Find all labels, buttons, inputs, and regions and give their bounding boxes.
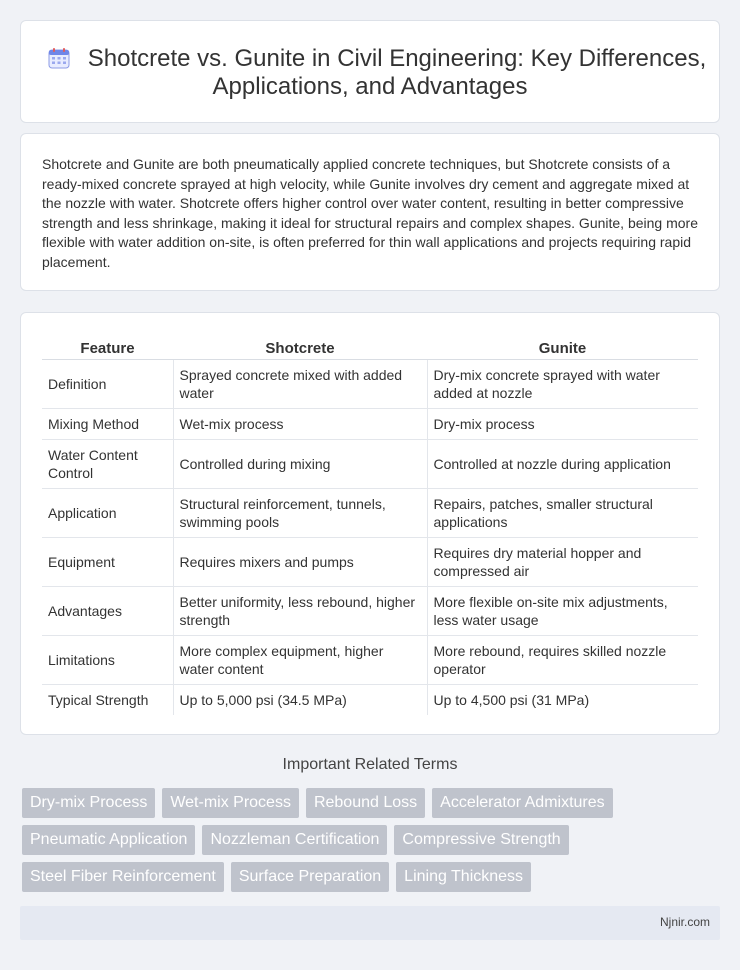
- table-row: [42, 359, 698, 408]
- related-terms-heading: Important Related Terms: [282, 756, 458, 773]
- header-shotcrete: Shotcrete: [173, 332, 427, 359]
- tag-wet-mix-process[interactable]: Wet-mix Process: [162, 788, 299, 818]
- tag-row: [22, 862, 722, 892]
- tag-rebound-loss[interactable]: Rebound Loss: [306, 788, 425, 818]
- table-cell: Better uniformity, less rebound, higher strength: [173, 586, 427, 635]
- table-row: [42, 586, 698, 635]
- table-cell: Controlled at nozzle during application: [427, 439, 698, 488]
- table-header-row: [42, 332, 698, 359]
- tag-compressive-strength[interactable]: Compressive Strength: [394, 825, 568, 855]
- table-cell: Definition: [42, 359, 173, 408]
- table-cell: Controlled during mixing: [173, 439, 427, 488]
- table-cell: Dry-mix process: [427, 408, 698, 439]
- page-title-line1: Shotcrete vs. Gunite in Civil Engineering: Key Differences,: [87, 45, 707, 72]
- table-row: [42, 684, 698, 715]
- table-cell: Up to 4,500 psi (31 MPa): [433, 691, 590, 708]
- tag-pneumatic-application[interactable]: Pneumatic Application: [22, 825, 195, 855]
- table-cell: Structural reinforcement, tunnels, swimming pools: [173, 488, 427, 537]
- table-row: [42, 635, 698, 684]
- header-feature: Feature: [42, 332, 173, 359]
- tag-nozzleman-certification[interactable]: Nozzleman Certification: [202, 825, 387, 855]
- table-cell: More rebound, requires skilled nozzle operator: [427, 635, 698, 684]
- comparison-card: [20, 312, 720, 735]
- table-cell: More flexible on-site mix adjustments, less water usage: [427, 586, 698, 635]
- tag-row: [22, 788, 722, 818]
- table-cell: Repairs, patches, smaller structural applications: [427, 488, 698, 537]
- table-cell: Application: [42, 488, 173, 537]
- table-cell: More complex equipment, higher water content: [173, 635, 427, 684]
- tag-accelerator-admixtures[interactable]: Accelerator Admixtures: [432, 788, 613, 818]
- intro-paragraph: Shotcrete and Gunite are both pneumatically applied concrete techniques, but Shotcrete consists of a ready-mixed concrete sprayed at high velocity, while Gunite involves dry cement and aggregate mixed at the nozzle with water. Shotcrete offers higher control over water content, resulting in better compressive strength and less shrinkage, making it ideal for structural repairs and complex shapes. Gunite, being more flexible with water addition on-site, is often preferred for thin wall applications and projects requiring rapid placement.: [42, 156, 699, 270]
- tag-row: [22, 825, 722, 855]
- page-title: [21, 45, 719, 101]
- table-row: [42, 488, 698, 537]
- tag-lining-thickness[interactable]: Lining Thickness: [396, 862, 531, 892]
- table-cell: Water Content Control: [42, 439, 173, 488]
- table-cell: Limitations: [42, 635, 173, 684]
- table-row: [42, 408, 698, 439]
- page-title-line2: Applications, and Advantages: [212, 73, 528, 100]
- table-cell: Requires dry material hopper and compressed air: [427, 537, 698, 586]
- table-row: [42, 439, 698, 488]
- tag-steel-fiber-reinforcement[interactable]: Steel Fiber Reinforcement: [22, 862, 224, 892]
- table-cell: Requires mixers and pumps: [173, 537, 427, 586]
- header-gunite: Gunite: [427, 332, 698, 359]
- table-cell: Mixing Method: [42, 408, 173, 439]
- table-cell: Wet-mix process: [173, 408, 427, 439]
- tag-surface-preparation[interactable]: Surface Preparation: [231, 862, 389, 892]
- table-cell: Typical Strength: [42, 684, 173, 715]
- table-cell: Sprayed concrete mixed with added water: [173, 359, 427, 408]
- footer-site-link[interactable]: Njnir.com: [659, 915, 710, 929]
- table-cell: Dry-mix concrete sprayed with water added at nozzle: [427, 359, 698, 408]
- table-cell: Equipment: [42, 537, 173, 586]
- table-cell: Up to 5,000 psi (34.5 MPa): [173, 684, 427, 715]
- footer: [20, 906, 720, 940]
- related-terms-list: [22, 788, 722, 899]
- tag-dry-mix-process[interactable]: Dry-mix Process: [22, 788, 155, 818]
- table-cell: Advantages: [42, 586, 173, 635]
- intro-card: [20, 133, 720, 291]
- title-card: [20, 20, 720, 123]
- table-row: [42, 537, 698, 586]
- comparison-table: [42, 332, 698, 715]
